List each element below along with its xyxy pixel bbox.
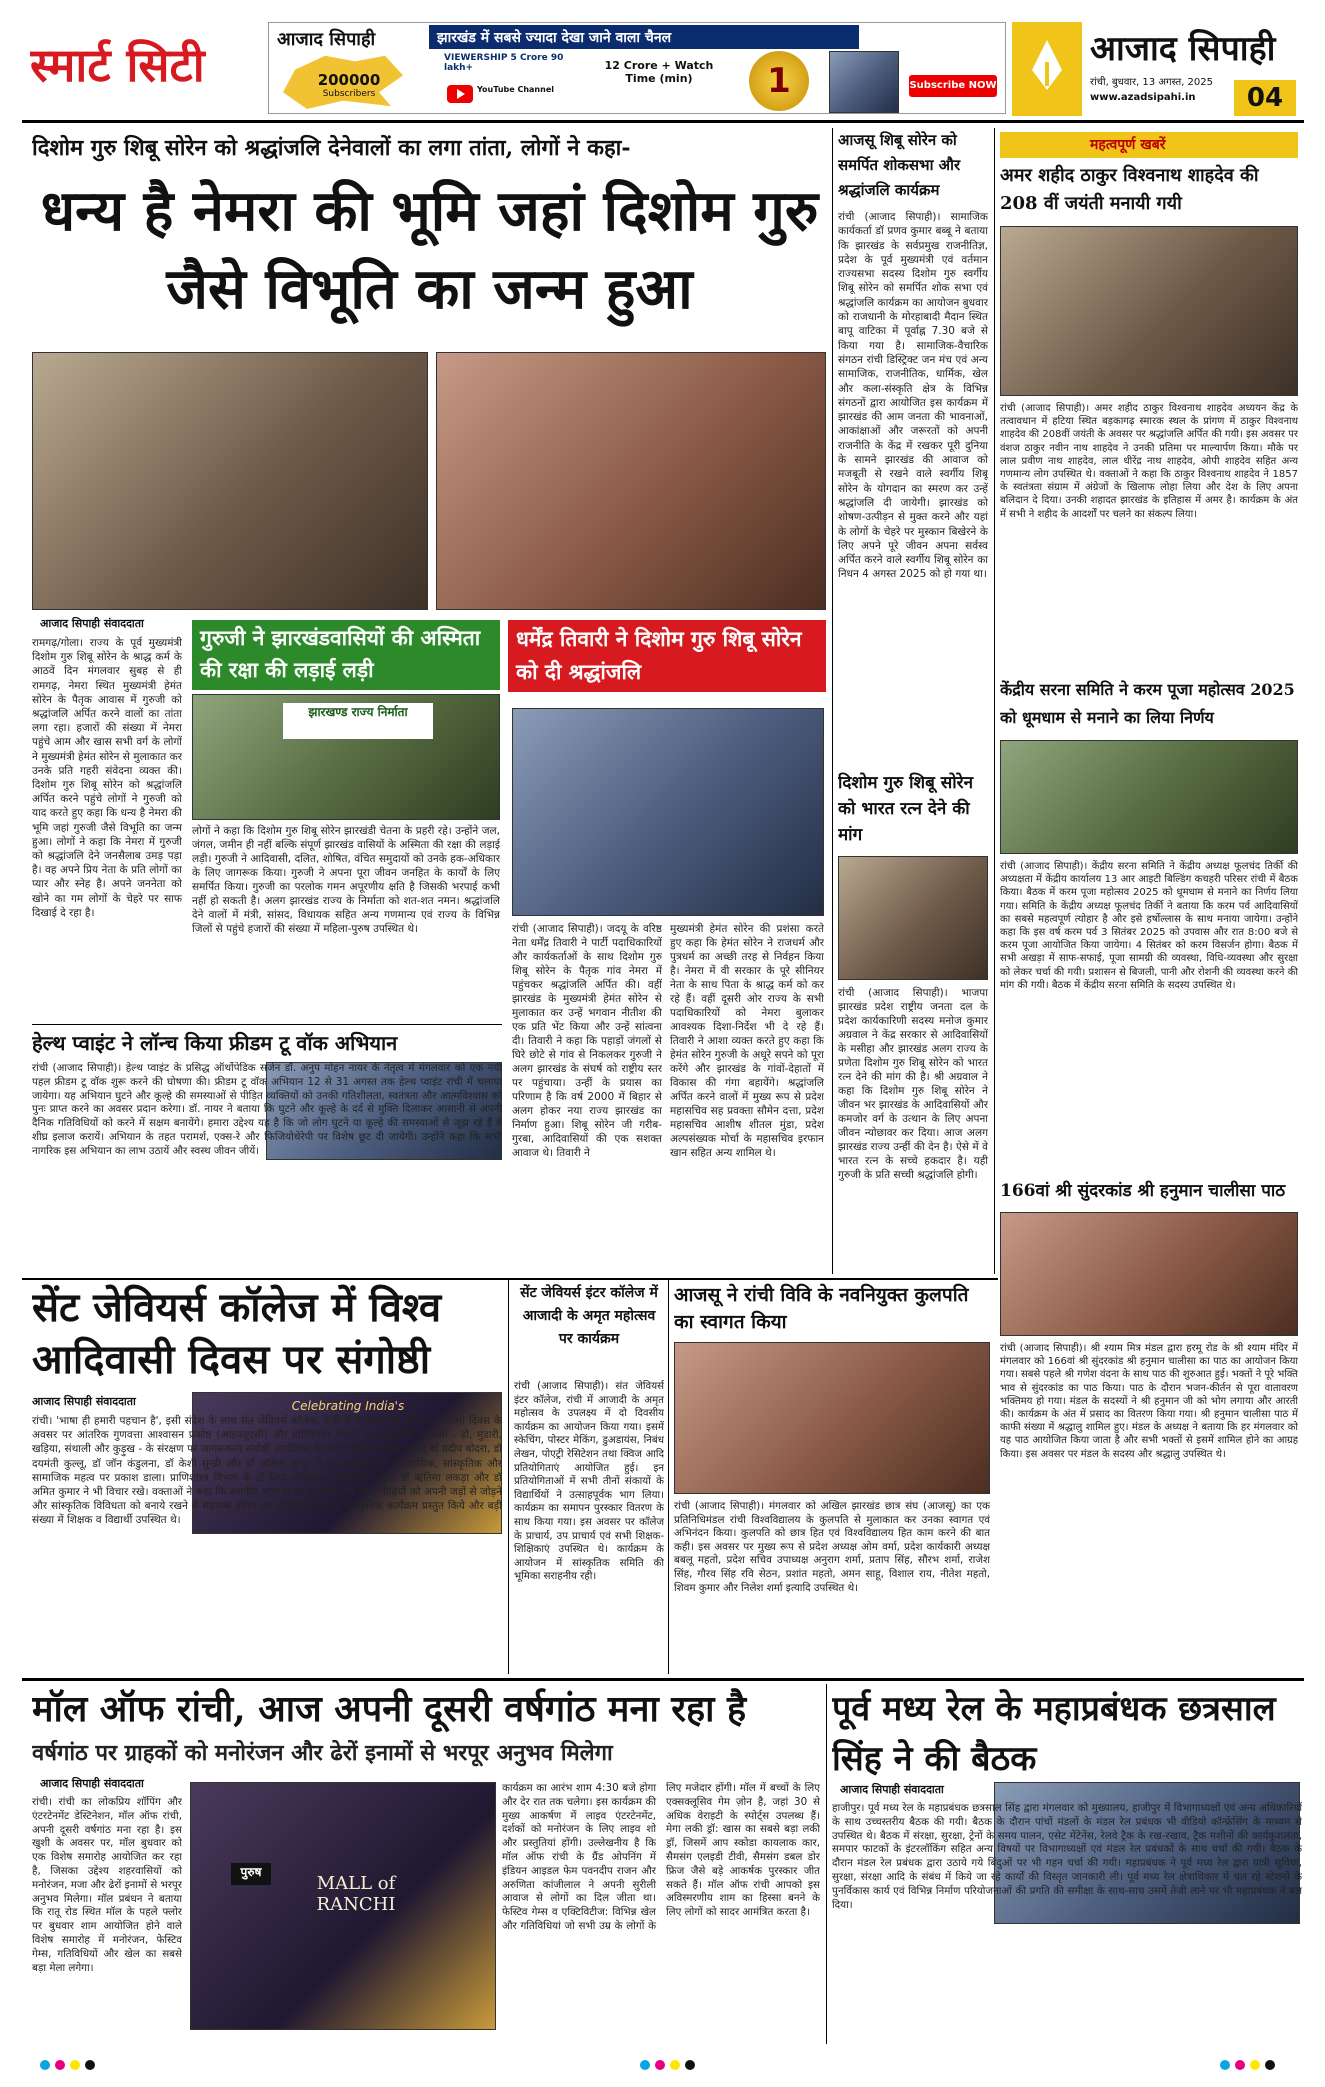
mall-rule	[22, 1678, 1304, 1681]
important-news-label: महत्वपूर्ण खबरें	[1000, 132, 1298, 158]
vc-headline: आजसू ने रांची विवि के नवनियुक्त कुलपति का स्वागत किया	[674, 1284, 969, 1333]
amrit-rule	[508, 1278, 509, 1674]
ad-rank-badge: 1	[749, 51, 809, 111]
ad-youtube-label: YouTube Channel	[477, 85, 554, 94]
dharmendra-body: रांची (आजाद सिपाही)। जदयू के वरिष्ठ नेता धर्मेंद्र तिवारी ने पार्टी पदाधिकारियों और कार्यकर्ताओं के साथ दिशोम गुरु शिबू सोरेन के पैतृक गांव नेमरा में पहुंचकर श्रद्धांजलि अर्पित की। वहीं झारखंड के मुख्यमंत्री हेमंत सोरेन से मुलाकात कर उन्हें भगवान नीतीश की एक प्रति भेंट किया और उन्हें सांत्वना दी। तिवारी ने कहा कि पहाड़ों जंगलों से घिरे छोटे से गांव से निकलकर गुरुजी ने अलग झारखंड के संघर्ष को राष्ट्रीय स्तर पर पहुंचाया। उन्हीं के प्रयास का परिणाम है कि वर्ष 2000 में बिहार से अलग होकर नया राज्य झारखंड का निर्माण हुआ। शिबू सोरेन जी गरीब-गुरबा, आदिवासियों की एक सशक्त आवाज थे। तिवारी ने	[512, 923, 662, 1159]
ad-watch-time: 12 Crore + Watch Time (min)	[604, 59, 714, 85]
mall-body: रांची। रांची का लोकप्रिय शॉपिंग और एंटरटेनमेंट डेस्टिनेशन, मॉल ऑफ रांची, अपनी दूसरी वर्षगांठ मना रहा है। इस खुशी के अवसर पर, मॉल बुधवार को एक विशेष समारोह आयोजित कर रहा है, जिसका उद्देश्य शहरवासियों को मनोरंजन, मजा और ढेरों इनामों से भरपूर अनुभव मिलेगा। मॉल प्रबंधन ने बताया कि रातू रोड स्थित मॉल के पहले फ्लोर पर बुधवार शाम आयोजित होने वाले विशेष समारोह में मनोरंजन, फेस्टिव गेम्स, गतिविधियों और खेल का सबसे बड़ा मेला लगेगा।	[32, 1796, 182, 1974]
lead-kicker: दिशोम गुरु शिबू सोरेन को श्रद्धांजलि देनेवालों का लगा तांता, लोगों ने कहा-	[32, 135, 631, 161]
section-title: स्मार्ट सिटी	[30, 38, 205, 92]
registration-marks-left	[40, 2060, 95, 2070]
pen-logo-icon	[1012, 22, 1082, 116]
mall-byline: आजाद सिपाही संवाददाता	[40, 1777, 144, 1790]
column-rule-2	[994, 128, 995, 1274]
ad-tagline: झारखंड में सबसे ज्यादा देखा जाने वाला चैनल	[429, 25, 859, 49]
subscribe-button[interactable]: Subscribe NOW	[909, 75, 997, 97]
sarna-headline: केंद्रीय सरना समिति ने करम पूजा महोत्सव 2025 को धूमधाम से मनाने का लिया निर्णय	[1000, 680, 1295, 727]
rail-rule	[826, 1684, 827, 2044]
health-rule	[32, 1024, 502, 1025]
ajsu-shok-headline: आजसू शिबू सोरेन को समर्पित शोकसभा और श्रद्धांजलि कार्यक्रम	[838, 131, 961, 199]
ajsu-shok-body: रांची (आजाद सिपाही)। सामाजिक कार्यकर्ता डॉ प्रणव कुमार बब्बू ने बताया कि झारखंड के सर्वप्रमुख राजनीतिज्ञ, प्रदेश के पूर्व मुख्यमंत्री एवं वर्तमान राज्यसभा सदस्य दिशोम गुरु स्वर्गीय शिबू सोरेन को समर्पित शोक सभा एवं श्रद्धांजलि कार्यक्रम का आयोजन बुधवार को राजधानी के मोरहाबादी मैदान स्थित बापू वाटिका में पूर्वाह्न 7.30 बजे से किया गया है। सामाजिक-वैचारिक संगठन रांची डिस्ट्रिक्ट जन मंच एवं अन्य सामाजिक, राजनीतिक, धार्मिक, खेल और कला-संस्कृति क्षेत्र के विभिन्न संगठनों द्वारा आयोजित इस कार्यक्रम में झारखंड की आम जनता की भावनाओं, आकांक्षाओं और जरूरतों को अपनी राजनीति के केंद्र में रखकर पूरी दुनिया के सामने झारखंड की आवाज को मजबूती से रखने वाले स्वर्गीय शिबू सोरेन के योगदान का स्मरण कर उन्हें श्रद्धांजलि दी जायेगी। झारखंड को शोषण-उत्पीड़न से मुक्त करने और यहां के लोगों के चेहरे पर मुस्कान बिखेरने के लिए अपने पूरे जीवन अपना सर्वस्व अर्पित करने वाले स्वर्गीय शिबू सोरेन का निधन 4 अगस्त 2025 को हो गया था।	[838, 211, 988, 581]
rail-body: हाजीपुर। पूर्व मध्य रेल के महाप्रबंधक छत्रसाल सिंह द्वारा मंगलवार को मुख्यालय, हाजीपुर में विभागाध्यक्षों एवं अन्य अधिकारियों के साथ उच्चस्तरीय बैठक की गयी। बैठक के दौरान पांचों मंडलों के मंडल रेल प्रबंधक भी वीडियो कॉन्फ्रेंसिंग के माध्यम से उपस्थित थे। बैठक में संरक्षा, सुरक्षा, ट्रेनों के समय पालन, एसेट मेंटेनेंस, रेलवे ट्रैक के रख-रखाव, ट्रैक मशीनों की कार्यकुशलता, समपार फाटकों के इंटरलॉकिंग सहित अन्य विषयों पर विभागाध्यक्षों एवं मंडल रेल प्रबंधकों के साथ चर्चा की गयी। बैठक के दौरान मंडल रेल प्रबंधक द्वारा उठाये गये बिंदुओं पर भी गहन चर्चा की गयी। महाप्रबंधक ने पूर्व मध्य रेल द्वारा यात्री सुविधा, सुरक्षा, संरक्षा आदि के संबंध में किये जा रहे कार्यों की विस्तृत जानकारी ली। पूर्व मध्य रेल क्षेत्राधिकार में चल रहे स्टेशनों के पुनर्विकास कार्य एवं विभिन्न निर्माण परियोजनाओं की प्रगति की समीक्षा के साथ-साथ उसमें तेजी लाने पर भी महाप्रबंधक ने बल दिया।	[832, 1802, 1302, 1911]
registration-marks-right	[1220, 2060, 1275, 2070]
bharat-ratna-body: रांची (आजाद सिपाही)। भाजपा झारखंड प्रदेश राष्ट्रीय जनता दल के प्रदेश कार्यकारिणी सदस्य मनोज कुमार अग्रवाल ने केंद्र सरकार से आदिवासियों के मसीहा और झारखंड अलग राज्य के प्रणेता दिशोम गुरु शिबू सोरेन को भारत रत्न देने की मांग की है। श्री अग्रवाल ने कहा कि दिशोम गुरु शिबू सोरेन ने जीवन भर झारखंड के आदिवासियों और कमजोर वर्ग के उत्थान के लिए अपना जीवन न्योछावर कर दिया। आज अलग झारखंड राज्य उन्हीं की देन है। ऐसे में वे भारत रत्न के सच्चे हकदार है। यही गुरुजी के प्रति सच्ची श्रद्धांजलि होगी।	[838, 987, 988, 1181]
vc-rule	[668, 1278, 669, 1674]
paper-name: आजाद सिपाही	[1090, 29, 1276, 68]
guruji-photo	[192, 694, 500, 820]
advert-banner[interactable]	[268, 22, 1006, 114]
health-headline: हेल्थ प्वाइंट ने लॉन्च किया फ्रीडम टू वॉक अभियान	[32, 1031, 398, 1055]
xavier-rule	[22, 1278, 998, 1280]
dharmendra-headline: धर्मेंद्र तिवारी ने दिशोम गुरु शिबू सोरेन को दी श्रद्धांजलि	[508, 620, 826, 692]
ad-brand: आजाद सिपाही	[277, 29, 376, 49]
xavier-body: रांची। 'भाषा ही हमारी पहचान है', इसी संदेश के साथ संत जेवियर्स कॉलेज, रांची में मंगलवार को विश्व आदिवासी दिवस के अवसर पर आंतरिक गुणवत्ता आश्वासन प्रकोष्ठ (आइक्यूएसी) और प्राणिशास्त्र विभाग द्वारा स्थानीय भाषाओं - हो, मुंडारी, खड़िया, संथाली और कुड़ुख - के संरक्षण पर जागरूकता संगोष्ठी आयोजित की गयी। कार्यक्रम में भाषाविद् डॉ प्रदीप बोदरा, डॉ दयमंती कुल्लू, डॉ जॉन कंडुलना, डॉ केशी सुन्डी और डॉ ललिता कुजूर ने इन भाषाओं की ऐतिहासिक, सांस्कृतिक और सामाजिक महत्व पर प्रकाश डाला। प्राणिशास्त्र विभाग के डॉ प्रिया श्रीवास्तव, डॉ वंदना ठाकुर, डॉ ऋतिमा लकड़ा और डॉ अमित कुमार ने भी विचार रखे। वक्ताओं ने कहा कि स्थानीय भाषाओं का संरक्षण आने वाली पीढ़ियों को अपनी जड़ों से जोड़ने और सांस्कृतिक विविधता को बनाये रखने में सहायक होगा। इस मौके पर छात्रों ने सांस्कृतिक कार्यक्रम प्रस्तुत किये और बड़ी संख्या में शिक्षक व विद्यार्थी उपस्थित थे।	[32, 1415, 502, 1527]
health-body: रांची (आजाद सिपाही)। हेल्थ प्वाइंट के प्रसिद्ध ऑर्थोपेडिक सर्जन डॉ. अनुप मोहन नायर के नेतृत्व में मंगलवार को एक नयी पहल फ्रीडम टू वॉक शुरू करने की घोषणा की। फ्रीडम टू वॉक अभियान 12 से 31 अगस्त तक हेल्थ प्वाइंट रांची में चलाया जायेगा। यह अभियान घुटने और कूल्हे की समस्याओं से पीड़ित व्यक्तियों को उनकी गतिशीलता, स्वतंत्रता और आत्मविश्वास को पुनः प्राप्त करने का अवसर प्रदान करेगा। डॉ. नायर ने बताया कि घुटने और कूल्हे के दर्द से मुक्ति दिलाकर आसानी से अपनी दैनिक गतिविधियों को करने में सक्षम बनायेंगे। हमारा उद्देश्य यह है कि जो लोग घुटने या कूल्हे की समस्याओं से जूझ रहे हैं वे शीघ्र इलाज करायें। अभियान के तहत परामर्श, एक्स-रे और फिजियोथेरेपी पर विशेष छूट दी जायेगी। उन्होंने कहा कि सभी नागरिक इस अभियान का लाभ उठायें और स्वस्थ जीवन जीयें।	[32, 1062, 502, 1157]
lead-byline: आजाद सिपाही संवाददाता	[40, 617, 144, 630]
bharat-ratna-photo	[838, 856, 988, 980]
guruji-body: लोगों ने कहा कि दिशोम गुरु शिबू सोरेन झारखंडी चेतना के प्रहरी रहे। उन्होंने जल, जंगल, जमीन ही नहीं बल्कि संपूर्ण झारखंड वासियों के अस्मिता की रक्षा की लड़ाई लड़ी। गुरुजी ने आदिवासी, दलित, शोषित, वंचित समुदायों को उनके हक-अधिकार के लिए जागरूक किया। गुरुजी ने अपना पूरा जीवन जनहित के कार्यों के लिए समर्पित किया। गुरुजी का परलोक गमन अपूरणीय क्षति है जिसकी भरपाई कभी नहीं हो सकती है। अलग झारखंड राज्य के निर्माता को शत-शत नमन। श्रद्धांजलि देने वालों में मंत्री, सांसद, विधायक सहित अन्य गणमान्य एवं राज्य के विभिन्न जिलों से पहुंचे हजारों की संख्या में महिला-पुरुष उपस्थित थे।	[192, 825, 500, 935]
sarna-body: रांची (आजाद सिपाही)। केंद्रीय सरना समिति ने केंद्रीय अध्यक्ष फूलचंद तिर्की की अध्यक्षता में केंद्रीय कार्यालय 13 आर आइटी बिल्डिंग कचहरी परिसर रांची में बैठक किया। बैठक में करम पूजा महोत्सव 2025 को धूमधाम से मनाने का निर्णय लिया गया। समिति के केंद्रीय अध्यक्ष फूलचंद तिर्की ने बताया कि करम पर्व आदिवासियों का सबसे महत्वपूर्ण त्योहार है और इसे हर्षोल्लास के साथ मनाया जायेगा। उन्होंने कहा कि इस वर्ष करम पर्व 3 सितंबर 2025 को उपवास और रात 8:00 बजे से करम पूजा आयोजित किया जायेगा। 4 सितंबर को करम विसर्जन होगा। बैठक में सभी अखड़ा में साफ-सफाई, पूजा सामग्री की व्यवस्था, विधि-व्यवस्था और सुरक्षा को लेकर चर्चा की गयी। प्रशासन से बिजली, पानी और रोशनी की व्यवस्था करने की मांग की गयी। बैठक में केंद्रीय सरना समिति के सदस्य उपस्थित थे।	[1000, 861, 1298, 991]
mall-photo-sign: पुरुष	[231, 1863, 271, 1885]
xavier-headline: सेंट जेवियर्स कॉलेज में विश्व आदिवासी दिवस पर संगोष्ठी	[32, 1284, 442, 1383]
dateline: रांची, बुधवार, 13 अगस्त, 2025	[1090, 77, 1214, 88]
dharmendra-body-cont: मुख्यमंत्री हेमंत सोरेन की प्रशंसा करते हुए कहा कि हेमंत सोरेन ने राजधर्म और पुत्रधर्म का अच्छी तरह से निर्वहन किया है। नेमरा में वी सरकार के पूरे सीनियर नेता के साथ पिता के श्राद्ध कर्म को कर रहे हैं। वहीं दूसरी ओर राज्य के सभी पदाधिकारियों को नेमरा बुलाकर आवश्यक दिशा-निर्देश भी दे रहे हैं। तिवारी ने आशा व्यक्त करते हुए कहा कि हेमंत सोरेन गुरुजी के अधूरे सपने को पूरा करेंगे और झारखंड के गांवों-देहातों में विकास की गंगा बहायेंगे। श्रद्धांजलि अर्पित करने वालों में मुख्य रूप से प्रदेश महासचिव सह प्रवक्ता सौमेन दत्ता, प्रदेश महासचिव आशीष शीतल मुंडा, प्रदेश अल्पसंख्यक मोर्चा के महासचिव इरफान खान सहित अन्य शामिल थे।	[670, 923, 824, 1159]
mall-headline: मॉल ऑफ रांची, आज अपनी दूसरी वर्षगांठ मना रहा है	[32, 1688, 747, 1730]
hanuman-photo	[1000, 1212, 1298, 1336]
amrit-body: रांची (आजाद सिपाही)। संत जेवियर्स इंटर कॉलेज, रांची में आजादी के अमृत महोत्सव के उपलक्ष्य में दो दिवसीय कार्यक्रम का आयोजन किया गया। इसमें स्केचिंग, पोस्टर मेकिंग, डुअडायंस, निबंध लेखन, पोएट्री रेसिटेशन तथा क्विज आदि प्रतियोगिताएं आयोजित हुई। इन प्रतियोगिताओं में सभी तीनों संकायों के विद्यार्थियों ने उत्साहपूर्वक भाग लिया। कार्यक्रम का समापन पुरस्कार वितरण के साथ किया गया। इस अवसर पर कॉलेज के प्राचार्य, उप प्राचार्य एवं सभी शिक्षक-शिक्षिकाएं उपस्थित थे। कार्यक्रम के आयोजन में सांस्कृतिक समिति की भूमिका सराहनीय रही।	[514, 1381, 664, 1583]
guruji-photo-banner: झारखण्ड राज्य निर्माता	[283, 703, 433, 739]
mall-photo-logo: MALL of RANCHI	[316, 1873, 396, 1915]
amrit-headline: सेंट जेवियर्स इंटर कॉलेज में आजादी के अमृत महोत्सव पर कार्यक्रम	[520, 1285, 658, 1347]
thakur-body: रांची (आजाद सिपाही)। अमर शहीद ठाकुर विश्वनाथ शाहदेव अध्ययन केंद्र के तत्वावधान में हटिया स्थित बड़कागढ़ स्मारक स्थल के प्रांगण में ठाकुर विश्वनाथ शाहदेव की 208वीं जयंती के अवसर पर श्रद्धांजलि अर्पित की गयी। इस अवसर पर वंशज ठाकुर नवीन नाथ शाहदेव ने उनकी प्रतिमा पर माल्यार्पण किया। मौके पर लाल प्रवीण नाथ शाहदेव, लाल धीरेंद्र नाथ शाहदेव, ओपी शाहदेव सहित अन्य गणमान्य लोग उपस्थित थे। वक्ताओं ने कहा कि ठाकुर विश्वनाथ शाहदेव ने 1857 के स्वतंत्रता संग्राम में अंग्रेजों के खिलाफ लोहा लिया और देश के लिए अपना बलिदान दे दिया। उनकी शहादत झारखंड के इतिहास में अमर है। कार्यक्रम के अंत में सभी ने शहीद के आदर्शों पर चलने का संकल्प लिया।	[1000, 403, 1298, 520]
mall-body-cont: कार्यक्रम का आरंभ शाम 4:30 बजे होगा और देर रात तक चलेगा। इस कार्यक्रम की मुख्य आकर्षण में लाइव एंटरटेनमेंट, दर्शकों को मनोरंजन के लिए लाइव शो और प्रस्तुतियां होंगी। उल्लेखनीय है कि मॉल ऑफ रांची के ग्रैंड ओपनिंग में इंडियन आइडल फेम पवनदीप राजन और अरुणिता कांजीलाल ने अपनी सुरीली आवाज से लोगों का दिल जीता था। फेस्टिव गेम्स व एक्टिविटीज: विभिन्न खेल और गतिविधियां जो सभी उम्र के लोगों के लिए मजेदार होंगी। मॉल में बच्चों के लिए एक्सक्लूसिव गेम ज़ोन है, जहां 30 से अधिक वेराइटी के स्पोर्ट्स उपलब्ध हैं। मेगा लकी ड्रॉ: खास का सबसे बड़ा लकी ड्रॉ, जिसमें आप स्कोडा कायलाक कार, सैमसंग एलइडी टीवी, सैमसंग डबल डोर फ्रिज जैसे बड़े आकर्षक पुरस्कार जीत सकते हैं। मॉल ऑफ रांची आपको इस अविस्मरणीय शाम का हिस्सा बनने के लिए लोगों को सादर आमंत्रित करता है।	[502, 1782, 820, 1932]
ad-viewership: VIEWERSHIP 5 Crore 90 lakh+	[444, 53, 564, 73]
mall-photo	[190, 1782, 496, 2030]
masthead-rule	[22, 120, 1304, 123]
lead-photo-right	[436, 352, 826, 610]
mall-subhead: वर्षगांठ पर ग्राहकों को मनोरंजन और ढेरों इनामों से भरपूर अनुभव मिलेगा	[32, 1740, 613, 1766]
thakur-headline: अमर शहीद ठाकुर विश्वनाथ शाहदेव की 208 वीं जयंती मनायी गयी	[1000, 165, 1259, 214]
lead-headline: धन्य है नेमरा की भूमि जहां दिशोम गुरु जैसे विभूति का जन्म हुआ	[40, 178, 819, 322]
health-body-mask	[262, 1060, 506, 1162]
column-rule-1	[832, 128, 833, 1274]
xavier-photo-banner: Celebrating India's	[291, 1399, 405, 1413]
registration-marks-mid	[640, 2060, 695, 2070]
sarna-photo	[1000, 740, 1298, 854]
lead-photo-left	[32, 352, 428, 610]
vc-photo	[674, 1342, 990, 1494]
vc-body: रांची (आजाद सिपाही)। मंगलवार को अखिल झारखंड छात्र संघ (आजसू) का एक प्रतिनिधिमंडल रांची विश्वविद्यालय के कुलपति से मुलाकात कर उनका स्वागत एवं अभिनंदन किया। कुलपति को छात्र हित एवं विश्वविद्यालय हित काम करने की बात कही। इस अवसर पर मुख्य रूप से प्रदेश अध्यक्ष ओम वर्मा, प्रदेश कार्यकारी अध्यक्ष बबलू महतो, प्रदेश सचिव उपाध्यक्ष अनुराग शर्मा, प्रताप सिंह, सौरभ शर्मा, राजेश सिंह, गौरव सिंह रवि सेठन, प्रशांत महतो, अमन साहू, विशाल राय, नीतेश महतो, शिवम कुमार और निलेश शर्मा इत्यादि उपस्थित थे।	[674, 1500, 990, 1594]
ad-person-photo	[829, 51, 899, 113]
hanuman-headline: 166वां श्री सुंदरकांड श्री हनुमान चालीसा पाठ	[1000, 1181, 1286, 1201]
youtube-icon	[447, 85, 473, 103]
hanuman-body: रांची (आजाद सिपाही)। श्री श्याम मित्र मंडल द्वारा हरमू रोड के श्री श्याम मंदिर में मंगलवार को 166वां श्री सुंदरकांड श्री हनुमान चालीसा का पाठ का आयोजन किया गया। सबसे पहले श्री गणेश वंदना के साथ पाठ की शुरुआत हुई। भक्तों ने पूरे भक्ति भाव से सुंदरकांड का पाठ किया। पाठ के दौरान भजन-कीर्तन से पूरा वातावरण भक्तिमय हो गया। मंडल के सदस्यों ने श्री हनुमान जी को भोग लगाया और आरती की। कार्यक्रम के अंत में प्रसाद का वितरण किया गया। श्री हनुमान चालीसा पाठ में काफी संख्या में श्रद्धालु शामिल हुए। मंडल के अध्यक्ष ने बताया कि हर मंगलवार को यह पाठ आयोजित किया जाता है और सभी भक्तों से इसमें शामिल होने का आग्रह किया। इस अवसर पर मंडल के सदस्य और श्रद्धालु उपस्थित थे।	[1000, 1343, 1298, 1460]
bharat-ratna-headline: दिशोम गुरु शिबू सोरेन को भारत रत्न देने की मांग	[838, 773, 974, 845]
thakur-photo	[1000, 226, 1298, 396]
guruji-headline: गुरुजी ने झारखंडवासियों की अस्मिता की रक्षा की लड़ाई लड़ी	[192, 620, 500, 690]
rail-byline: आजाद सिपाही संवाददाता	[840, 1783, 944, 1796]
xavier-byline: आजाद सिपाही संवाददाता	[32, 1395, 136, 1408]
dharmendra-photo	[512, 708, 824, 916]
page-number: 04	[1234, 80, 1296, 116]
ad-subscribers: 200000 Subscribers	[317, 71, 381, 99]
website-link[interactable]: www.azadsipahi.in	[1090, 92, 1196, 103]
lead-body: रामगढ़/गोला। राज्य के पूर्व मुख्यमंत्री दिशोम गुरु शिबू सोरेन के श्राद्ध कर्म के आठवें दिन मंगलवार सुबह से ही रामगढ़, नेमरा स्थित मुख्यमंत्री हेमंत सोरेन के पैतृक आवास में गुरुजी को श्रद्धांजलि अर्पित करने वालों का तांता लगा रहा। हजारों की संख्या में नेमरा पहुंचे आम और खास सभी वर्ग के लोगों ने मुख्यमंत्री हेमंत सोरेन से मुलाकात कर उनके प्रति गहरी संवेदना व्यक्त की। दिशोम गुरु शिबू सोरेन को श्रद्धांजलि अर्पित करने पहुंचे लोगों ने गुरुजी को याद करते हुए कहा कि धन्य है नेमरा की भूमि जहां गुरुजी जैसे विभूति का जन्म हुआ। लोगों ने कहा कि नेमरा में गुरुजी को श्रद्धांजलि देने जनसैलाब उमड़ पड़ा है। वह अपने प्रिय नेता के प्रति लोगों का प्यार और स्नेह है। अपने जननेता को खोने का गम लोगों के चेहरे पर साफ दिखाई दे रहा है।	[32, 637, 182, 919]
rail-headline: पूर्व मध्य रेल के महाप्रबंधक छत्रसाल सिंह ने की बैठक	[832, 1689, 1276, 1779]
